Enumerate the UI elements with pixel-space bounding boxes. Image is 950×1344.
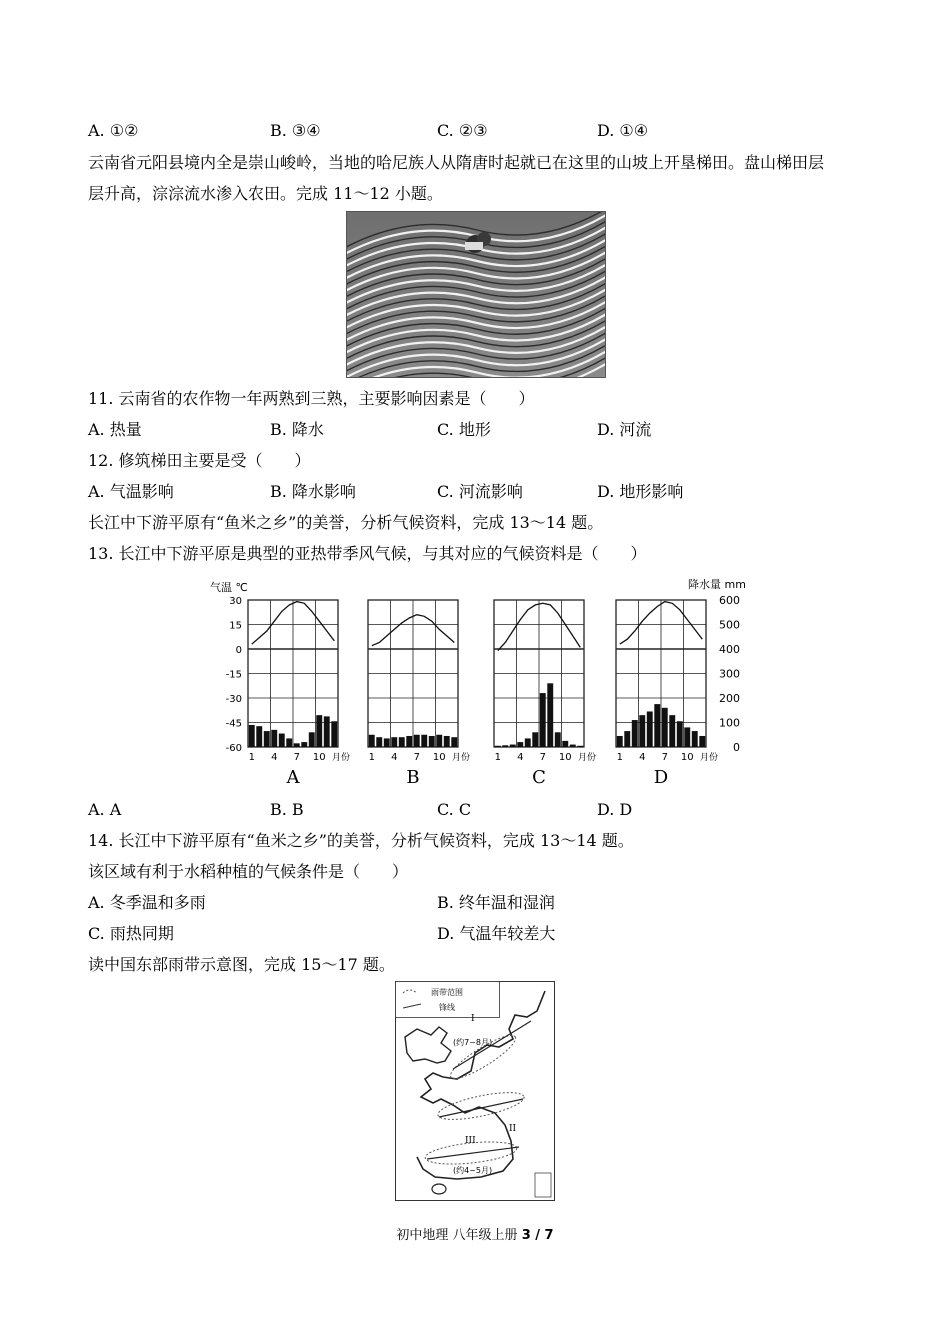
q11-option-c[interactable]: C. 地形 xyxy=(437,420,491,439)
precip-bar xyxy=(547,683,553,747)
precip-tick-label: 500 xyxy=(719,618,740,632)
month-tick-label: 1 xyxy=(494,752,501,763)
precip-bar xyxy=(271,730,277,747)
page-number: 3 / 7 xyxy=(521,1228,554,1243)
precip-bar xyxy=(639,715,645,747)
month-tick-label: 7 xyxy=(539,752,546,763)
precip-bar xyxy=(249,725,255,747)
legend-rainband: 雨带范围 xyxy=(431,988,463,997)
temp-tick-label: 30 xyxy=(229,596,242,607)
month-tick-label: 10 xyxy=(680,752,694,763)
precip-bar xyxy=(662,708,668,747)
q14-option-c[interactable]: C. 雨热同期 xyxy=(88,924,174,943)
precip-bar xyxy=(617,736,623,747)
q14-option-a[interactable]: A. 冬季温和多雨 xyxy=(88,893,206,912)
intro-13-14: 长江中下游平原有“鱼米之乡”的美誉，分析气候资料，完成 13～14 题。 xyxy=(88,513,604,532)
precip-bar xyxy=(502,745,508,747)
precip-bar xyxy=(577,746,583,747)
temp-tick-label: -30 xyxy=(225,694,242,705)
precip-bar xyxy=(286,738,292,747)
panel-label: D xyxy=(653,767,669,788)
precip-bar xyxy=(495,746,501,747)
q11-option-d[interactable]: D. 河流 xyxy=(597,420,652,439)
climate-panel-b xyxy=(368,600,470,788)
month-tick-label: 4 xyxy=(271,752,278,763)
q14-option-b[interactable]: B. 终年温和湿润 xyxy=(437,893,555,912)
precip-bar xyxy=(264,731,270,747)
q11-stem: 11. 云南省的农作物一年两熟到三熟，主要影响因素是（ ） xyxy=(88,389,535,408)
q10-option-a[interactable]: A. ①② xyxy=(88,121,139,140)
q12-option-c[interactable]: C. 河流影响 xyxy=(437,482,523,501)
precip-bar xyxy=(376,737,382,747)
month-tick-label: 4 xyxy=(391,752,398,763)
q12-option-a[interactable]: A. 气温影响 xyxy=(88,482,174,501)
label-band-3: III xyxy=(465,1136,476,1146)
precip-bar xyxy=(384,738,390,747)
precip-bar xyxy=(555,732,561,747)
precip-bar xyxy=(444,736,450,747)
precip-bar xyxy=(562,741,568,747)
precip-tick-label: 300 xyxy=(719,667,740,681)
panel-label: B xyxy=(406,767,420,788)
precip-bar xyxy=(369,735,375,747)
month-tick-label: 7 xyxy=(413,752,420,763)
label-band-1-period: (约7~8月) xyxy=(453,1038,493,1047)
precip-bar xyxy=(279,734,285,747)
month-tick-label: 10 xyxy=(312,752,326,763)
precip-tick-label: 0 xyxy=(733,741,740,754)
q12-option-b[interactable]: B. 降水影响 xyxy=(270,482,356,501)
precip-bar xyxy=(421,735,427,747)
rain-belt-map xyxy=(395,981,555,1201)
precip-bar xyxy=(429,736,435,747)
temp-tick-label: 0 xyxy=(235,645,242,656)
climate-charts-figure xyxy=(206,575,756,790)
intro-11-12-line2: 层升高，淙淙流水渗入农田。完成 11～12 小题。 xyxy=(88,184,443,203)
label-band-2: II xyxy=(509,1124,517,1134)
climate-panel-c xyxy=(494,600,596,788)
page-footer xyxy=(0,1227,950,1245)
q14-stem-line1: 14. 长江中下游平原有“鱼米之乡”的美誉，分析气候资料，完成 13～14 题。 xyxy=(88,831,634,850)
month-tick-label: 10 xyxy=(432,752,446,763)
precip-bar xyxy=(331,721,337,747)
label-band-3-period: (约4~5月) xyxy=(453,1166,493,1175)
q10-option-b[interactable]: B. ③④ xyxy=(270,121,321,140)
precip-bar xyxy=(540,693,546,747)
precip-bar xyxy=(525,738,531,747)
q10-option-c[interactable]: C. ②③ xyxy=(437,121,488,140)
precip-bar xyxy=(647,711,653,747)
precip-bar xyxy=(677,721,683,747)
precip-bar xyxy=(256,726,262,747)
precip-bar xyxy=(399,737,405,747)
precip-tick-label: 100 xyxy=(719,716,740,730)
terrace-photo xyxy=(346,211,606,378)
month-tick-label: 10 xyxy=(558,752,572,763)
precip-bar xyxy=(294,743,300,747)
month-unit-label: 月份 xyxy=(332,753,351,763)
temp-axis-label: 气温 ℃ xyxy=(210,581,248,594)
month-unit-label: 月份 xyxy=(452,753,471,763)
q13-option-a[interactable]: A. A xyxy=(88,800,122,819)
q13-option-d[interactable]: D. D xyxy=(597,800,633,819)
precip-bar xyxy=(692,731,698,747)
temp-tick-label: -45 xyxy=(225,718,242,730)
precip-bar xyxy=(436,735,442,747)
panel-label: C xyxy=(532,767,546,788)
precip-bar xyxy=(684,727,690,747)
month-tick-label: 7 xyxy=(293,752,300,763)
legend-front: 锋线 xyxy=(439,1003,455,1012)
temp-tick-label: -60 xyxy=(225,743,242,754)
precip-bar xyxy=(414,735,420,747)
temp-tick-label: 15 xyxy=(229,620,242,632)
precip-bar xyxy=(309,732,315,747)
month-tick-label: 1 xyxy=(368,752,375,763)
precip-bar xyxy=(632,720,638,747)
month-tick-label: 1 xyxy=(616,752,623,763)
intro-15-17: 读中国东部雨带示意图，完成 15～17 题。 xyxy=(88,955,395,974)
precip-tick-label: 400 xyxy=(719,643,740,656)
month-tick-label: 7 xyxy=(661,752,668,763)
q14-option-d[interactable]: D. 气温年较差大 xyxy=(437,924,556,943)
temp-tick-label: -15 xyxy=(225,669,242,681)
precip-bar xyxy=(391,737,397,747)
precip-bar xyxy=(532,732,538,747)
month-unit-label: 月份 xyxy=(578,753,597,763)
precip-bar xyxy=(316,715,322,747)
precip-bar xyxy=(570,745,576,747)
precip-bar xyxy=(669,715,675,747)
q14-stem-line2: 该区域有利于水稻种植的气候条件是（ ） xyxy=(88,862,409,881)
month-tick-label: 4 xyxy=(517,752,524,763)
precip-bar xyxy=(406,736,412,747)
precip-bar xyxy=(301,742,307,747)
month-tick-label: 1 xyxy=(248,752,255,763)
q11-option-b[interactable]: B. 降水 xyxy=(270,420,324,439)
q12-stem: 12. 修筑梯田主要是受（ ） xyxy=(88,451,311,470)
climate-panel-a xyxy=(248,600,350,788)
panel-label: A xyxy=(286,767,300,788)
precip-bar xyxy=(624,731,630,747)
precip-bar xyxy=(510,745,516,747)
q10-option-d[interactable]: D. ①④ xyxy=(597,121,649,140)
footer-text: 初中地理 八年级上册 xyxy=(396,1228,522,1243)
q13-option-b[interactable]: B. B xyxy=(270,800,304,819)
precip-tick-label: 600 xyxy=(719,594,740,607)
q13-option-c[interactable]: C. C xyxy=(437,800,472,819)
label-band-1: I xyxy=(471,1014,475,1024)
month-tick-label: 4 xyxy=(639,752,646,763)
intro-11-12-line1: 云南省元阳县境内全是崇山峻岭，当地的哈尼族人从隋唐时起就已在这里的山坡上开垦梯田。盘山梯田层 xyxy=(88,153,825,172)
precip-bar xyxy=(324,716,330,747)
q11-option-a[interactable]: A. 热量 xyxy=(88,420,142,439)
q12-option-d[interactable]: D. 地形影响 xyxy=(597,482,684,501)
precip-tick-label: 200 xyxy=(719,692,740,705)
precip-bar xyxy=(451,737,457,747)
climate-panel-d xyxy=(616,600,718,788)
q13-stem: 13. 长江中下游平原是典型的亚热带季风气候，与其对应的气候资料是（ ） xyxy=(88,544,647,563)
precip-bar xyxy=(517,742,523,747)
month-unit-label: 月份 xyxy=(700,753,719,763)
precip-axis-label: 降水量 mm xyxy=(688,578,746,591)
precip-bar xyxy=(654,704,660,747)
precip-bar xyxy=(699,736,705,747)
